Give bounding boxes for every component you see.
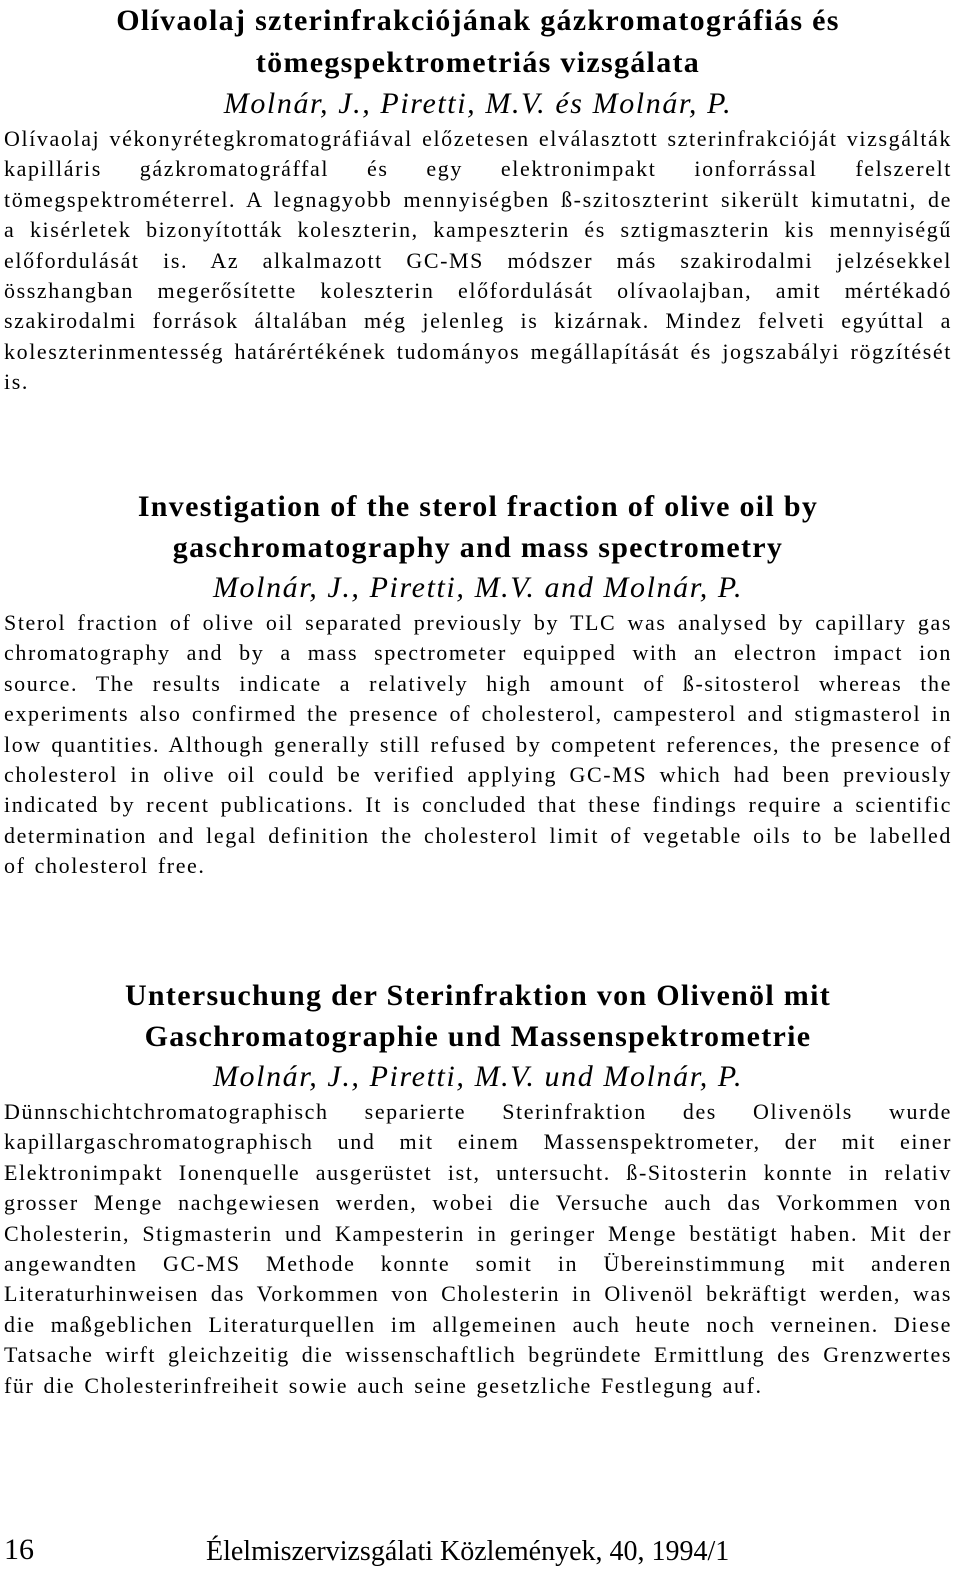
german-abstract: Dünnschichtchromatographisch separierte Sterinfraktion des Olivenöls wurde kapillargaschromatographisch und mit einem Massenspektrometer, der mit einer Elektronimpakt Ionenquelle ausgerüstet ist, untersucht. ß-Sitosterin konnte in relativ grosser Menge nachgewiesen werden, wobei die Versuche auch das Vorkommen von Cholesterin, Stigmasterin und Kampesterin in geringer Menge bestätigt haben. Mit der angewandten GC-MS Methode konnte somit in Übereinstimmung mit anderen Literaturhinweisen das Vorkommen von Cholesterin in Olivenöl bekräftigt werden, was die maßgeblichen Literaturquellen im allgemeinen auch heute noch verneinen. Diese Tatsache wirft gleichzeitig die wissenschaftlich begründete Ermittlung des Grenzwertes für die Cholesterinfreiheit sowie auch seine gesetzliche Festlegung auf. (4, 1099, 952, 1398)
english-title: Investigation of the sterol fraction of olive oil by gaschromatography and mass spectrometry (137, 490, 819, 564)
page-number: 16 (4, 1533, 34, 1566)
german-authors: Molnár, J., Piretti, M.V. und Molnár, P. (212, 1060, 744, 1093)
hungarian-abstract: Olívaolaj vékonyrétegkromatográfiával előzetesen elválasztott szterinfrakcióját vizsgálták kapilláris gázkromatográffal és egy elektronimpakt ionforrással felszerelt tömegspektrométerrel. A legnagyobb mennyiségben ß-szitoszterint sikerült kimutatni, de a kisérletek bizonyították koleszterin, kampeszterin és sztigmaszterin kis mennyiségű előfordulását is. Az alkalmazott GC-MS módszer más szakirodalmi jelzésekkel összhangban megerősítette koleszterin előfordulását olívaolajban, amit mértékadó szakirodalmi források általában még jelenleg is kizárnak. Mindez felveti egyúttal a koleszterinmentesség határértékének tudományos megállapítását és jogszabályi rögzítését is. (4, 126, 952, 395)
hungarian-title: Olívaolaj szterinfrakciójának gázkromatográfiás és tömegspektrometriás vizsgálata (116, 4, 840, 79)
journal-reference: Élelmiszervizsgálati Közlemények, 40, 1994/1 (206, 1536, 730, 1567)
german-title: Untersuchung der Sterinfraktion von Olivenöl mit Gaschromatographie und Massenspektrometrie (124, 979, 832, 1053)
hungarian-authors: Molnár, J., Piretti, M.V. és Molnár, P. (223, 87, 733, 120)
english-abstract: Sterol fraction of olive oil separated previously by TLC was analysed by capillary gas chromatography and by a mass spectrometer equipped with an electron impact ion source. The results indicate a relatively high amount of ß-sitosterol whereas the experiments also confirmed the presence of cholesterol, campesterol and stigmasterol in low quantities. Although generally still refused by competent references, the presence of cholesterol in olive oil could be verified applying GC-MS which had been previously indicated by recent publications. It is concluded that these findings require a scientific determination and legal definition the cholesterol limit of vegetable oils to be labelled of cholesterol free. (4, 610, 952, 879)
english-abstract-section (4, 486, 952, 882)
german-abstract-section (4, 975, 952, 1401)
hungarian-abstract-section (4, 0, 952, 398)
page-footer (4, 1530, 952, 1570)
english-authors: Molnár, J., Piretti, M.V. and Molnár, P. (212, 571, 744, 604)
